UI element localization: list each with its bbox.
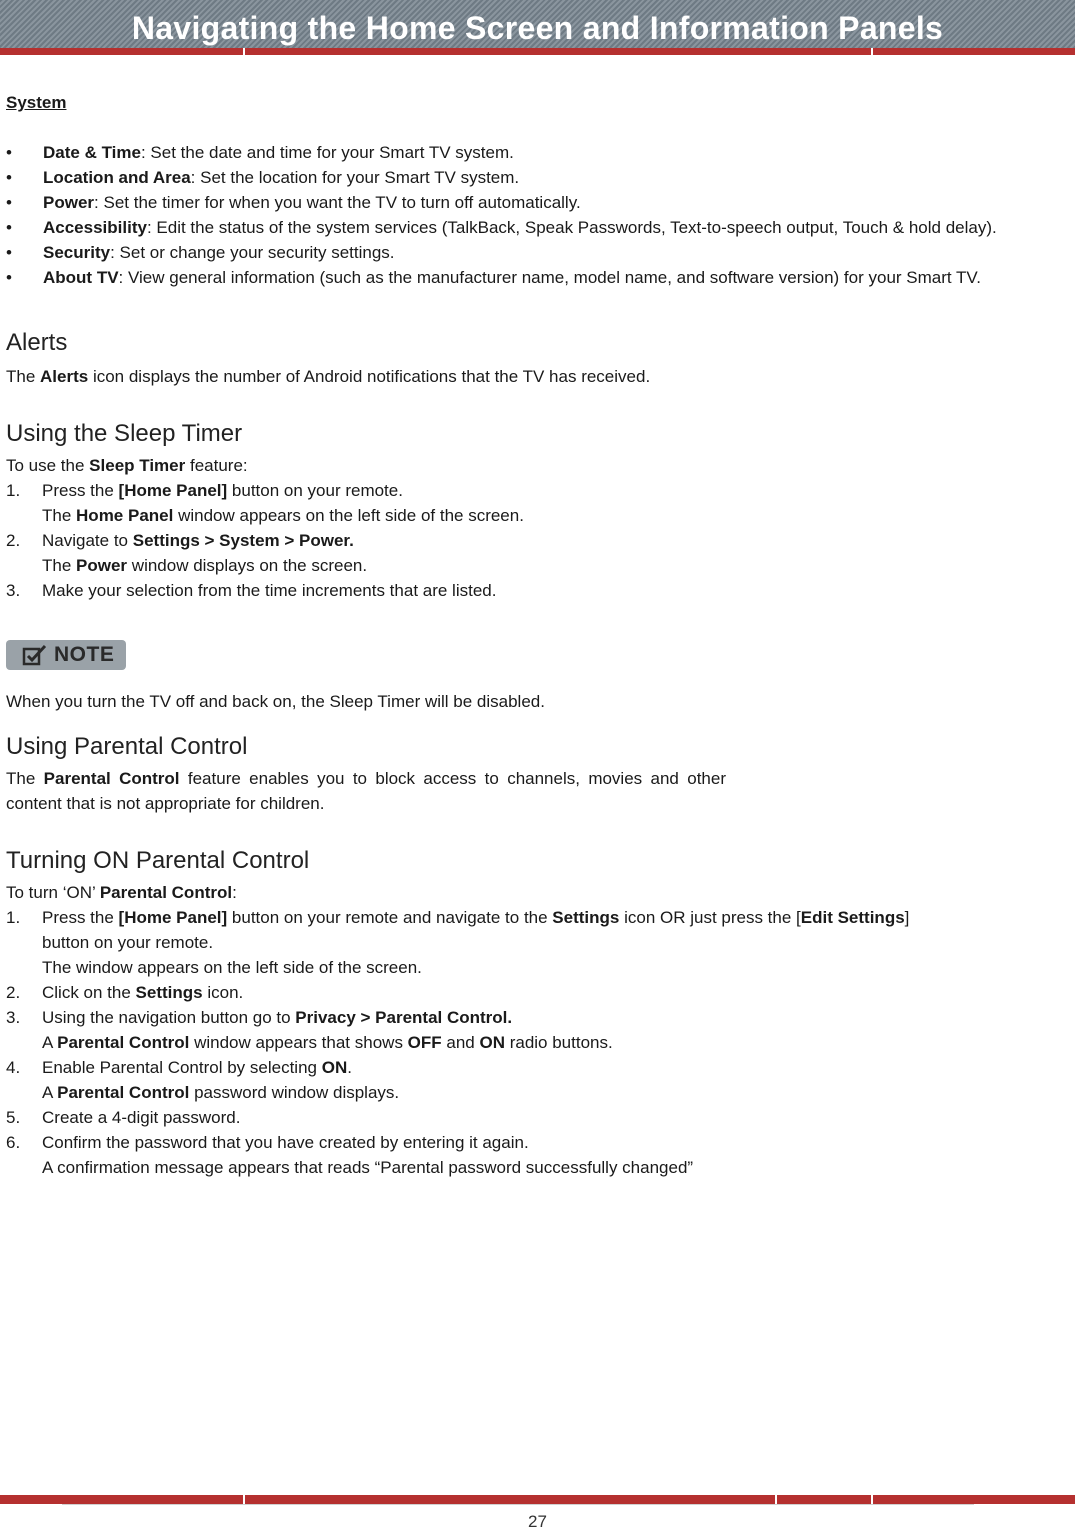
pencil-checkbox-icon xyxy=(22,644,48,673)
turning-on-steps xyxy=(6,905,1069,1180)
list-item: 2. Navigate to Settings > System > Power. The Power window displays on the screen. xyxy=(6,531,368,575)
list-item: 3. Using the navigation button go to Privacy > Parental Control. A Parental Control window appears that shows OFF and ON radio buttons. xyxy=(6,1008,613,1052)
sleep-timer-heading: Using the Sleep Timer xyxy=(6,420,243,447)
list-item: 2. Click on the Settings icon. xyxy=(6,983,244,1002)
page-content xyxy=(6,90,1069,1180)
footer-divider xyxy=(62,1504,974,1505)
alerts-paragraph: The Alerts icon displays the number of Android notifications that the TV has received. xyxy=(6,367,651,386)
turning-on-intro: To turn ‘ON’ Parental Control: xyxy=(6,883,237,902)
list-item: 4. Enable Parental Control by selecting ON. A Parental Control password window displays. xyxy=(6,1058,400,1102)
header-stripe xyxy=(0,48,1075,55)
alerts-heading: Alerts xyxy=(6,329,68,356)
list-item: 3. Make your selection from the time increments that are listed. xyxy=(6,581,497,600)
system-list xyxy=(6,140,1069,290)
page-title: Navigating the Home Screen and Information Panels xyxy=(131,10,944,46)
list-item: • Location and Area: Set the location for your Smart TV system. xyxy=(6,168,520,187)
list-item: 1. Press the [Home Panel] button on your remote. The Home Panel window appears on the left side of the screen. xyxy=(6,481,524,525)
list-item: 5. Create a 4-digit password. xyxy=(6,1108,241,1127)
page-number: 27 xyxy=(528,1512,547,1531)
list-item: • Accessibility: Edit the status of the system services (TalkBack, Speak Passwords, Text-to-speech output, Touch & hold delay). xyxy=(6,218,997,237)
list-item: 6. Confirm the password that you have created by entering it again. A confirmation message appears that reads “Parental password successfully changed” xyxy=(6,1133,694,1177)
note-badge xyxy=(6,640,126,670)
list-item: 1. Press the [Home Panel] button on your remote and navigate to the Settings icon OR just press the [Edit Settings] button on your remote. The window appears on the left side of the screen. xyxy=(6,908,910,977)
list-item: • Power: Set the timer for when you want the TV to turn off automatically. xyxy=(6,193,581,212)
footer-stripe xyxy=(0,1495,1075,1504)
list-item: • Security: Set or change your security settings. xyxy=(6,243,395,262)
note-text: When you turn the TV off and back on, the Sleep Timer will be disabled. xyxy=(6,692,545,711)
system-title: System xyxy=(6,93,67,112)
parental-control-heading: Using Parental Control xyxy=(6,733,248,760)
list-item: • Date & Time: Set the date and time for your Smart TV system. xyxy=(6,143,514,162)
list-item: • About TV: View general information (such as the manufacturer name, model name, and software version) for your Smart TV. xyxy=(6,268,981,287)
parental-control-paragraph: The Parental Control feature enables you to block access to channels, movies and other content that is not appropriate for children. xyxy=(6,769,726,813)
note-label: NOTE xyxy=(54,643,115,666)
turning-on-heading: Turning ON Parental Control xyxy=(6,847,310,874)
sleep-timer-intro: To use the Sleep Timer feature: xyxy=(6,456,248,475)
sleep-timer-steps xyxy=(6,478,1069,603)
